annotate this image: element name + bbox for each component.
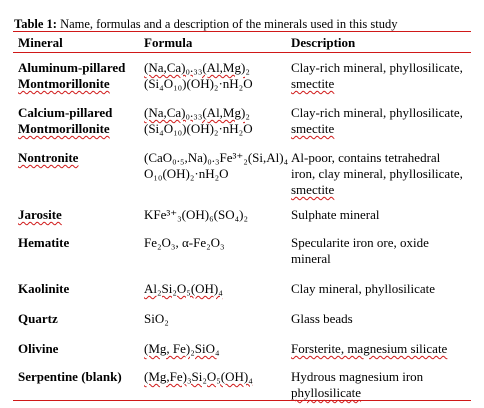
mineral-cell xyxy=(18,150,78,166)
formula-cell xyxy=(144,60,253,92)
formula-line: (Mg, Fe)₂SiO₄ xyxy=(144,341,220,356)
formula-cell xyxy=(144,311,169,327)
description-line: mineral xyxy=(291,251,331,266)
mineral-line: Calcium-pillared xyxy=(18,105,113,120)
formula-line: Fe₂O₃, α-Fe₂O₃ xyxy=(144,235,225,250)
description-cell xyxy=(291,281,435,297)
formula-cell xyxy=(144,207,248,223)
mineral-cell xyxy=(18,311,58,327)
table-bottom-rule xyxy=(13,400,471,401)
table-top-rule xyxy=(13,31,471,32)
description-cell xyxy=(291,311,353,327)
description-line: Clay-rich mineral, phyllosilicate, xyxy=(291,105,463,120)
formula-line: Al₂Si₂O₅(OH)₄ xyxy=(144,281,223,296)
formula-line: (Si₄O₁₀)(OH)₂·nH₂O xyxy=(144,76,253,91)
description-line: Al-poor, contains tetrahedral xyxy=(291,150,441,165)
description-line: phyllosilicate xyxy=(291,385,362,400)
mineral-line: Quartz xyxy=(18,311,58,326)
formula-cell xyxy=(144,105,253,137)
formula-line: O₁₀(OH)₂·nH₂O xyxy=(144,166,229,181)
description-line: Clay mineral, phyllosilicate xyxy=(291,281,436,296)
formula-line: (Mg,Fe)₃Si₂O₅(OH)₄ xyxy=(144,369,253,384)
mineral-cell xyxy=(18,207,62,223)
mineral-cell xyxy=(18,105,112,137)
description-line: iron, clay mineral, phyllosilicate, xyxy=(291,166,463,181)
description-line: Hydrous magnesium iron xyxy=(291,369,424,384)
description-line: smectite xyxy=(291,76,335,91)
formula-cell xyxy=(144,235,225,251)
table-header-rule xyxy=(13,52,471,53)
description-cell xyxy=(291,105,463,137)
description-cell xyxy=(291,207,379,223)
description-cell xyxy=(291,235,429,267)
header-mineral: Mineral xyxy=(18,35,63,50)
description-line: smectite xyxy=(291,121,335,136)
formula-cell xyxy=(144,369,253,385)
formula-cell xyxy=(144,341,220,357)
formula-line: SiO₂ xyxy=(144,311,169,326)
mineral-line: Jarosite xyxy=(18,207,62,222)
mineral-line: Aluminum-pillared xyxy=(18,60,126,75)
description-line: Glass beads xyxy=(291,311,353,326)
mineral-cell xyxy=(18,281,69,297)
mineral-line: Kaolinite xyxy=(18,281,70,296)
mineral-line: Olivine xyxy=(18,341,59,356)
formula-line: (Na,Ca)₀.₃₃(Al,Mg)₂ xyxy=(144,60,250,75)
caption-label: Table 1: xyxy=(14,17,57,31)
description-cell xyxy=(291,369,423,401)
mineral-line: Nontronite xyxy=(18,150,79,165)
mineral-line: Serpentine (blank) xyxy=(18,369,122,384)
description-cell xyxy=(291,341,447,357)
mineral-cell xyxy=(18,60,125,92)
mineral-line: Hematite xyxy=(18,235,70,250)
mineral-cell xyxy=(18,369,122,385)
formula-line: (CaO₀.₅,Na)₀.₃Fe³⁺₂(Si,Al)₄ xyxy=(144,150,289,165)
description-cell xyxy=(291,60,463,92)
caption-text: Name, formulas and a description of the minerals used in this study xyxy=(56,17,398,31)
mineral-line: Montmorillonite xyxy=(18,76,110,91)
header-formula: Formula xyxy=(144,35,193,50)
formula-line: KFe³⁺₃(OH)₆(SO₄)₂ xyxy=(144,207,248,222)
description-line: Forsterite, magnesium silicate xyxy=(291,341,448,356)
description-line: Sulphate mineral xyxy=(291,207,380,222)
description-cell xyxy=(291,150,463,198)
description-line: Specularite iron ore, oxide xyxy=(291,235,429,250)
formula-cell xyxy=(144,281,223,297)
formula-line: (Na,Ca)₀.₃₃(Al,Mg)₂ xyxy=(144,105,250,120)
mineral-line: Montmorillonite xyxy=(18,121,110,136)
description-line: Clay-rich mineral, phyllosilicate, xyxy=(291,60,463,75)
description-line: smectite xyxy=(291,182,335,197)
mineral-cell xyxy=(18,341,58,357)
mineral-cell xyxy=(18,235,69,251)
header-description: Description xyxy=(291,35,356,50)
formula-cell xyxy=(144,150,288,182)
formula-line: (Si₄O₁₀)(OH)₂·nH₂O xyxy=(144,121,253,136)
table-caption xyxy=(14,17,398,31)
